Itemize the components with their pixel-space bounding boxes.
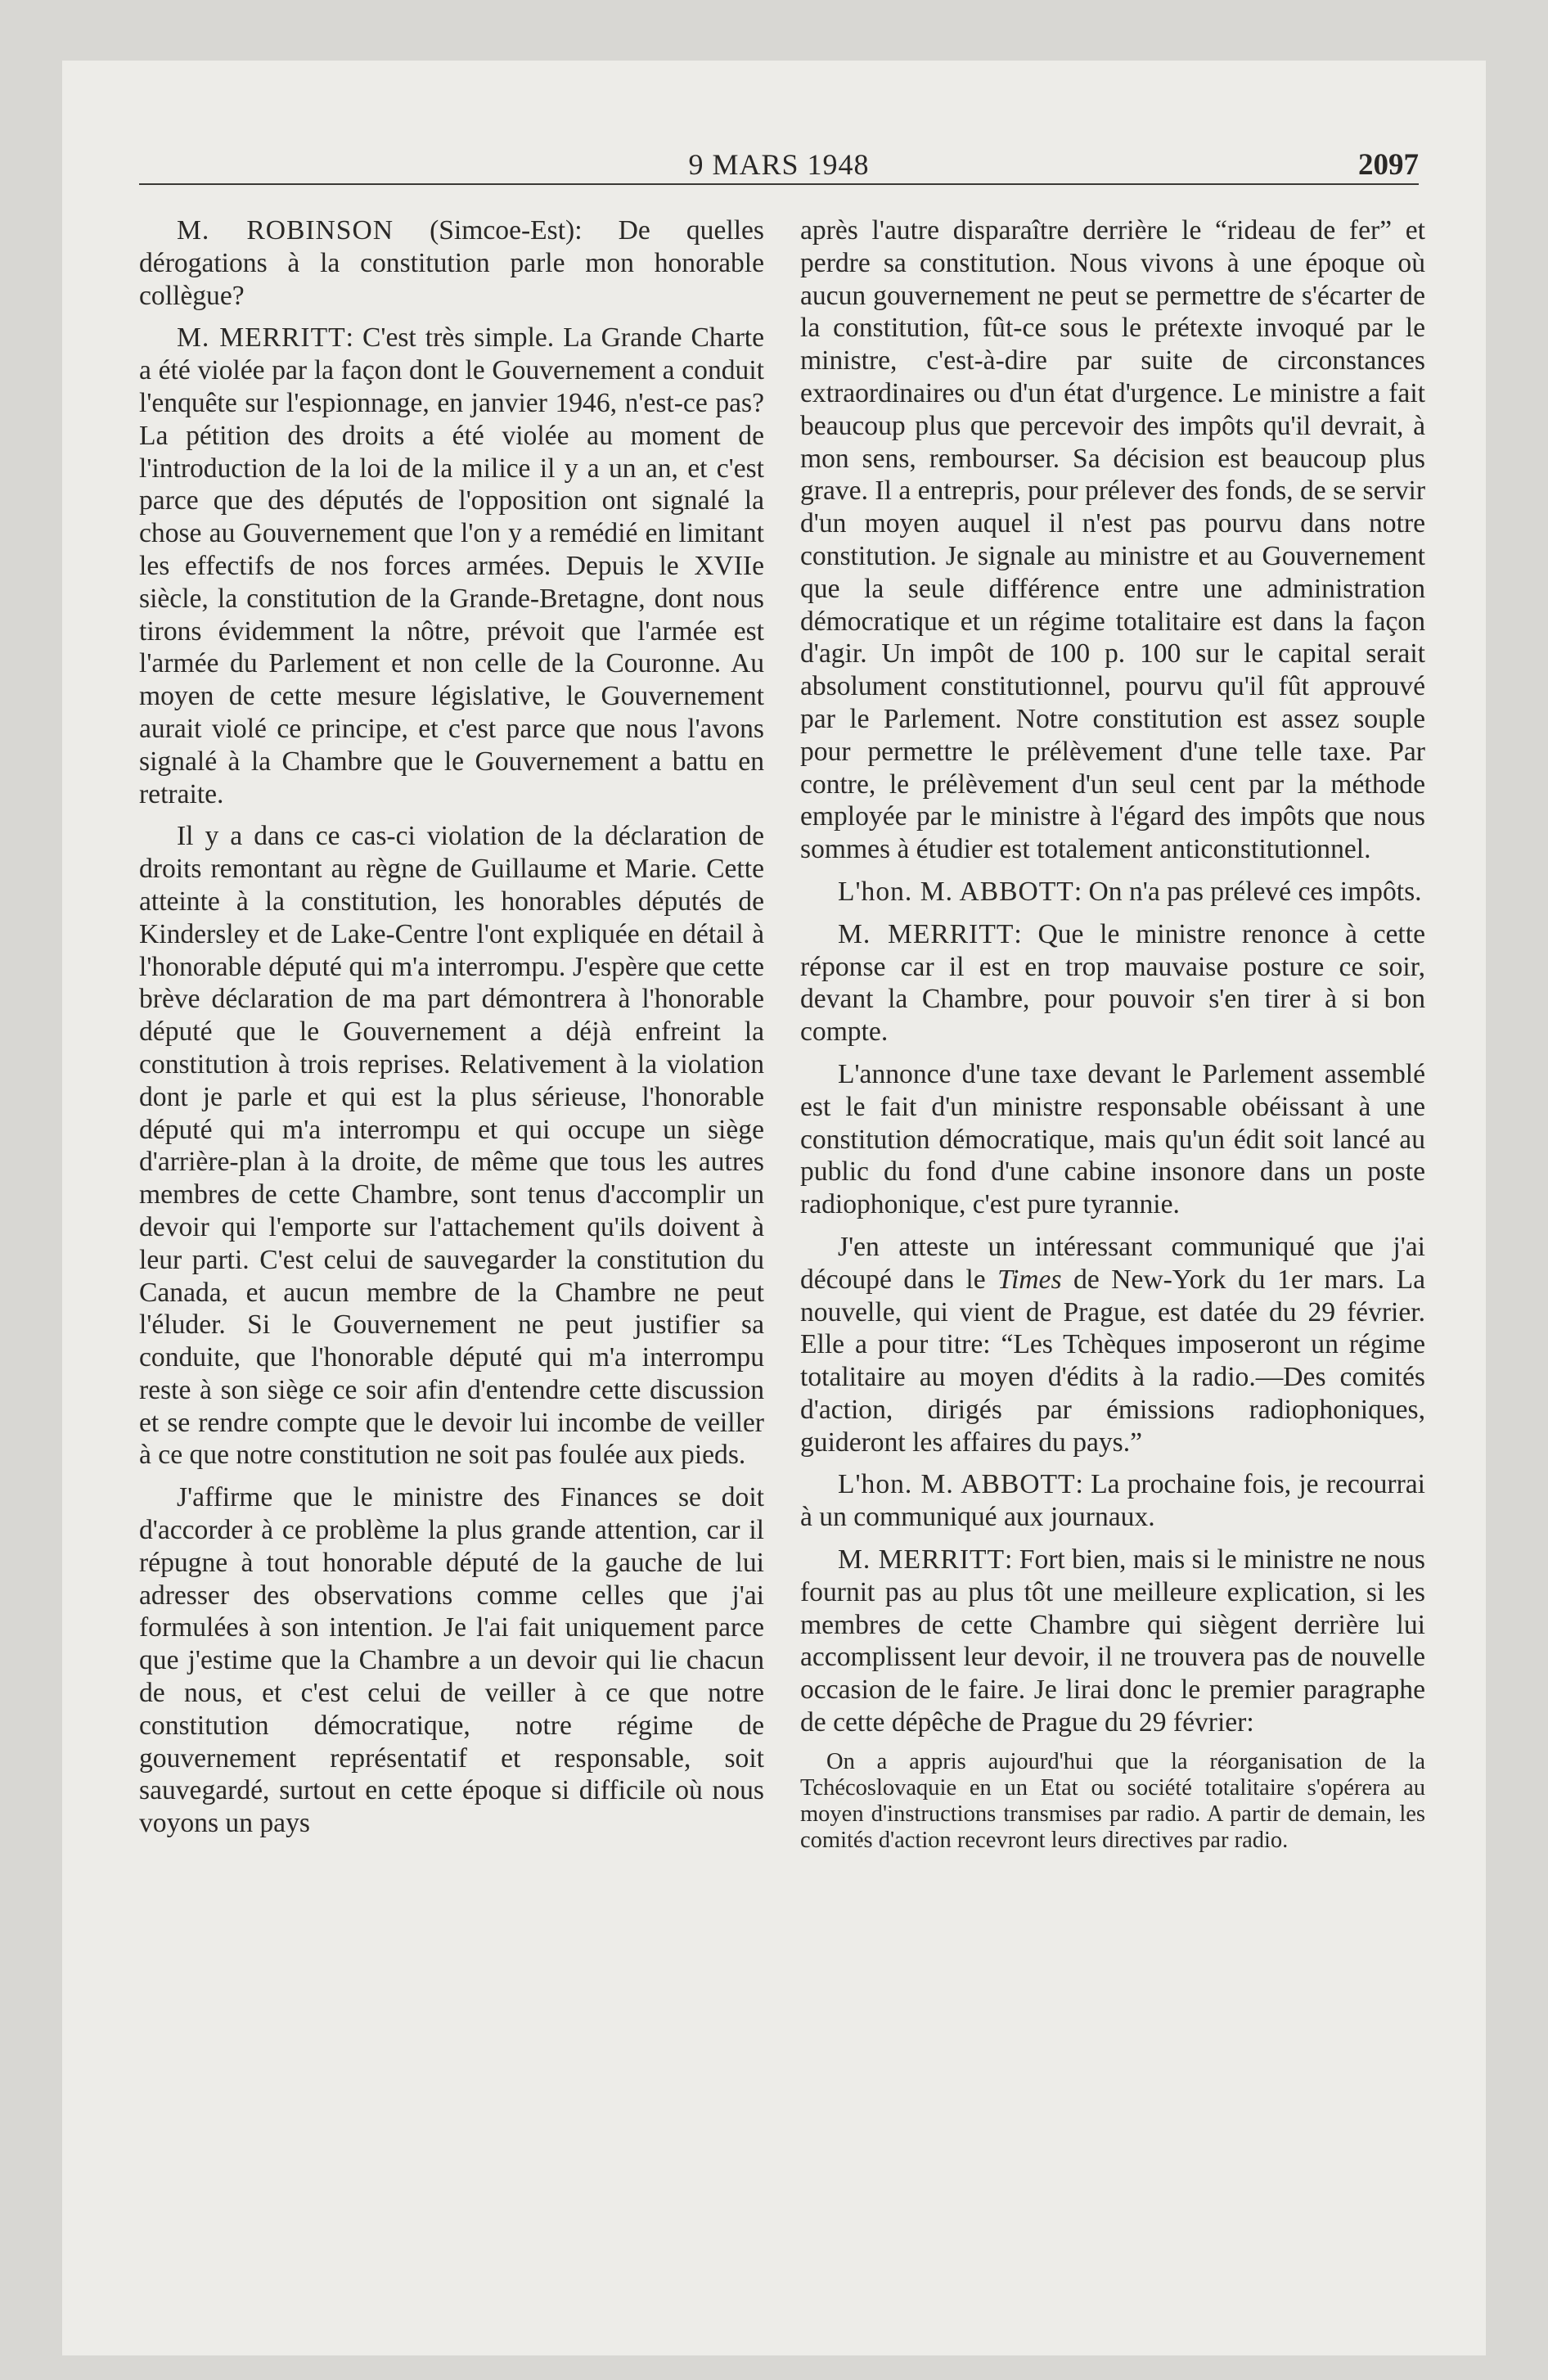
paragraph-text: après l'autre disparaître derrière le “rideau de fer” et perdre sa constitution. Nous vivons à une époque où aucun gouvernement ne peut se permettre de s'écarter de la constitution, fût-ce sous le prétexte invoqué par le ministre, c'est-à-dire par suite de circonstances extraordinaires ou d'un état d'urgence. Le ministre a fait beaucoup plus que percevoir des impôts qu'il devrait, à mon sens, rembourser. Sa décision est beaucoup plus grave. Il a entrepris, pour prélever des fonds, de se servir d'un moyen auquel il n'est pas pourvu dans notre constitution. Je signale au ministre et au Gouvernement que la seule différence entre une administration démocratique et un régime totalitaire est dans la façon d'agir. Un impôt de 100 p. 100 sur le capital serait absolument constitutionnel, pourvu qu'il fût approuvé par le Parlement. Notre constitution est assez souple pour permettre le prélèvement d'une telle taxe. Par contre, le prélèvement d'un seul cent par la méthode employée par le ministre à l'égard des impôts que nous sommes à étudier est totalement anticonstitutionnel.: [800, 215, 1425, 865]
paragraph-times: [800, 1231, 1425, 1459]
page-number: 2097: [1358, 148, 1419, 182]
paragraph-text: (Simcoe-Est): De quelles dérogations à la constitution parle mon honorable collègue?: [139, 215, 764, 311]
speaker-name: M. MERRITT: [838, 918, 1015, 949]
header-date: 9 MARS 1948: [688, 148, 870, 181]
paragraph-abbott-2: [800, 1468, 1425, 1534]
paragraph-text: J'affirme que le ministre des Finances se doit d'accorder à ce problème la plus grande attention, car il répugne à tout honorable député de la gauche de lui adresser des observations comme celles que j'ai formulées à son intention. Je l'ai fait uniquement parce que j'estime que la Chambre a un devoir qui lie chacun de nous, et c'est celui de veiller à ce que notre constitution démocratique, notre régime de gouvernement représentatif et responsable, soit sauvegardé, surtout en cette époque si difficile où nous voyons un pays: [139, 1482, 764, 1839]
right-column: [800, 214, 1425, 1853]
paragraph-text: : La prochaine fois, je recourrai à un communiqué aux journaux.: [800, 1469, 1425, 1533]
speaker-name: M. ROBINSON: [177, 215, 394, 246]
page-header: [139, 147, 1419, 185]
paragraph-merritt-1: [139, 322, 764, 810]
newspaper-title: Times: [997, 1264, 1062, 1295]
paragraph-text: : Fort bien, mais si le ministre ne nous fournit pas au plus tôt une meilleure explication, si les membres de cette Chambre qui siègent derrière lui accomplissent leur devoir, il ne trouvera pas de nouvelle occasion de le faire. Je lirai donc le premier paragraphe de cette dépêche de Prague du 29 février:: [800, 1544, 1426, 1738]
speaker-name: M. MERRITT: [838, 1544, 1006, 1575]
paragraph-merritt-2: [800, 918, 1425, 1048]
speaker-name: M. MERRITT: [177, 322, 346, 354]
block-quote: On a appris aujourd'hui que la réorganisation de la Tchécoslovaquie en un Etat ou société totalitaire s'opérera au moyen d'instructions transmises par radio. A partir de demain, les comités d'action recevront leurs directives par radio.: [800, 1748, 1425, 1853]
paragraph-text: L'annonce d'une taxe devant le Parlement assemblé est le fait d'un ministre responsable obéissant à une constitution démocratique, mais qu'un édit soit lancé au public du fond d'une cabine insonore dans un poste radiophonique, c'est pure tyrannie.: [800, 1058, 1425, 1220]
speaker-name: L'hon. M. ABBOTT: [838, 1469, 1076, 1500]
paragraph-merritt-3: [800, 1544, 1425, 1739]
paragraph-abbott-1: [800, 876, 1425, 908]
paragraph-text: : C'est très simple. La Grande Charte a été violée par la façon dont le Gouvernement a conduit l'enquête sur l'espionnage, en janvier 1946, n'est-ce pas? La pétition des droits a été violée au moment de l'introduction de la loi de la milice il y a un an, et c'est parce que des députés de l'opposition ont signalé la chose au Gouvernement que l'on y a remédié en limitant les effectifs de nos forces armées. Depuis le XVIIe siècle, la constitution de la Grande-Bretagne, dont nous tirons évidemment la nôtre, prévoit que l'armée est l'armée du Parlement et non celle de la Couronne. Au moyen de cette mesure législative, le Gouvernement aurait violé ce principe, et c'est parce que nous l'avons signalé à la Chambre que le Gouvernement a battu en retraite.: [139, 322, 764, 809]
paragraph-text: de New-York du 1er mars. La nouvelle, qui vient de Prague, est datée du 29 février. Elle a pour titre: “Les Tchèques imposeront un régime totalitaire au moyen d'édits à la radio.—Des comités d'action, dirigés par émissions radiophoniques, guideront les affaires du pays.”: [800, 1264, 1425, 1458]
paragraph-text: J'en atteste un intéressant communiqué que j'ai découpé dans le: [800, 1231, 1425, 1295]
page-sheet: [62, 61, 1486, 2355]
left-column: [139, 214, 764, 1850]
speaker-name: L'hon. M. ABBOTT: [838, 876, 1074, 907]
paragraph-text: : Que le ministre renonce à cette réponse car il est en trop mauvaise posture ce soir, devant la Chambre, pour pouvoir s'en tirer à si bon compte.: [800, 918, 1425, 1048]
paragraph-text: : On n'a pas prélevé ces impôts.: [1073, 876, 1422, 907]
paragraph-text: Il y a dans ce cas-ci violation de la déclaration de droits remontant au règne de Guillaume et Marie. Cette atteinte à la constitution, les honorables députés de Kindersley et de Lake-Centre l'ont expliquée en détail à l'honorable député qui m'a interrompu. J'espère que cette brève déclaration de ma part démontrera à l'honorable député que le Gouvernement a déjà enfreint la constitution à trois reprises. Relativement à la violation dont je parle et qui est la plus sérieuse, l'honorable député qui m'a interrompu et qui occupe un siège d'arrière-plan à la droite, de même que tous les autres membres de cette Chambre, sont tenus d'accomplir un devoir qui l'emporte sur l'attachement qu'ils doivent à leur parti. C'est celui de sauvegarder la constitution du Canada, et aucun membre de la Chambre ne peut l'éluder. Si le Gouvernement ne peut justifier sa conduite, que l'honorable député qui m'a interrompu reste à son siège ce soir afin d'entendre cette discussion et se rendre compte que le devoir lui incombe de veiller à ce que notre constitution ne soit pas foulée aux pieds.: [139, 821, 764, 1471]
paragraph-robinson: [139, 214, 764, 312]
